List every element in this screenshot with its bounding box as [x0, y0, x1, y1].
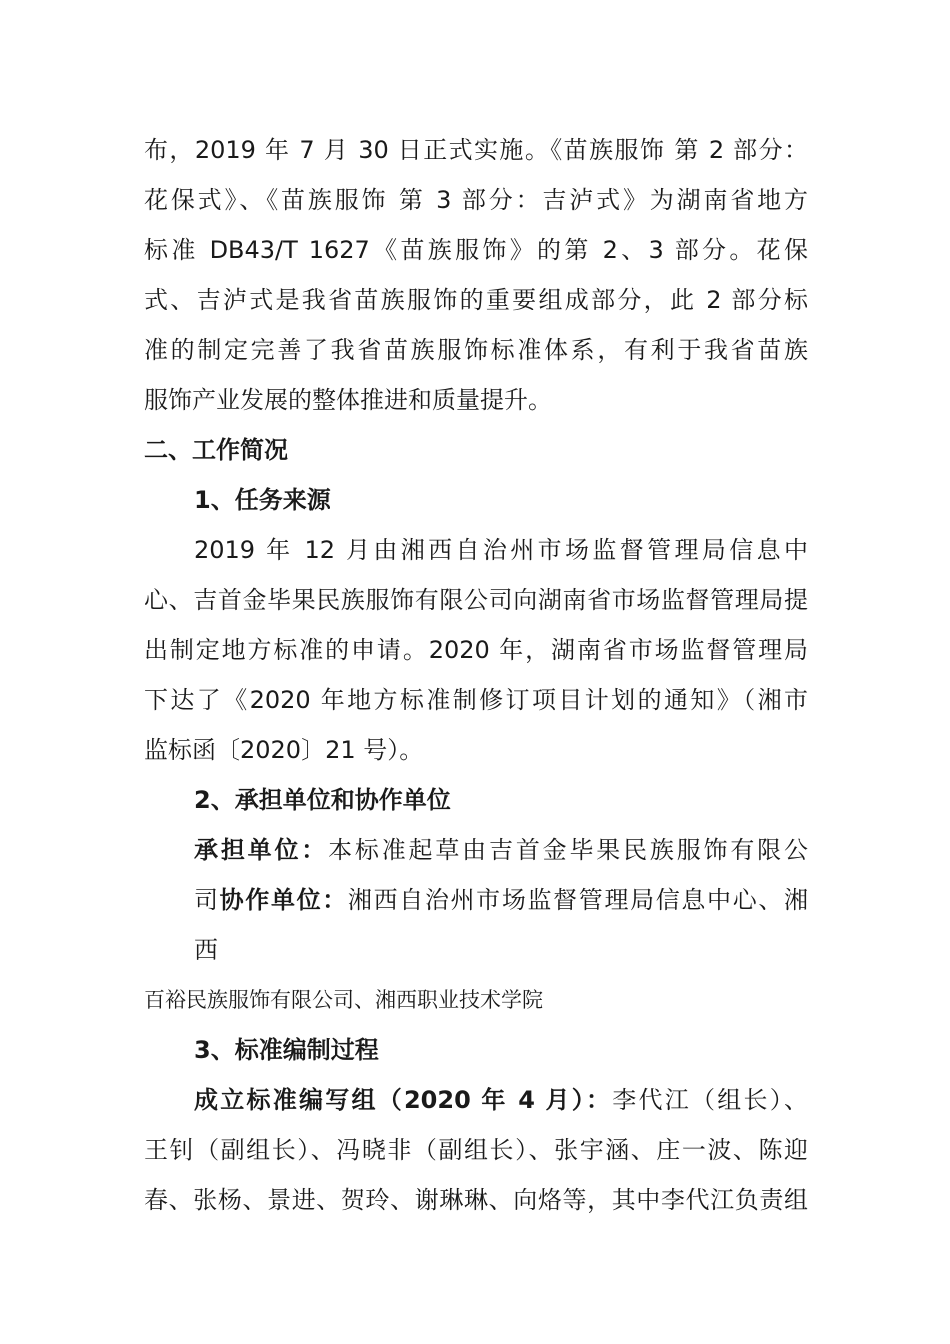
paragraph-line: 布，2019 年 7 月 30 日正式实施。《苗族服饰 第 2 部分： — [144, 136, 808, 164]
paragraph-line: 百裕民族服饰有限公司、湘西职业技术学院 — [144, 988, 543, 1012]
paragraph-line: 下达了《2020 年地方标准制修订项目计划的通知》（湘市 — [144, 686, 808, 714]
line-text: 李代江（组长）、 — [612, 1086, 809, 1114]
paragraph-line: 监标函〔2020〕21 号）。 — [144, 736, 424, 764]
bold-label: 协作单位： — [219, 886, 348, 914]
paragraph-line: 西 — [194, 936, 218, 964]
paragraph-line: 王钊（副组长）、冯晓非（副组长）、张宇涵、庄一波、陈迎 — [144, 1136, 808, 1164]
paragraph-line: 式、吉泸式是我省苗族服饰的重要组成部分，此 2 部分标 — [144, 286, 808, 314]
bold-label: 成立标准编写组（2020 年 4 月）： — [194, 1086, 613, 1114]
paragraph-line: 出制定地方标准的申请。2020 年，湖南省市场监督管理局 — [144, 636, 808, 664]
section-heading: 二、工作简况 — [144, 436, 288, 464]
line-prefix: 司 — [194, 886, 220, 914]
paragraph-line: 心、吉首金毕果民族服饰有限公司向湖南省市场监督管理局提 — [144, 586, 808, 614]
subsection-heading: 2、承担单位和协作单位 — [194, 786, 451, 814]
subsection-heading: 3、标准编制过程 — [194, 1036, 379, 1064]
line-text: 湘西自治州市场监督管理局信息中心、湘 — [347, 886, 809, 914]
paragraph-line: 花保式》、《苗族服饰 第 3 部分：吉泸式》为湖南省地方 — [144, 186, 808, 214]
paragraph-line: 春、张杨、景进、贺玲、谢琳琳、向烙等，其中李代江负责组 — [144, 1186, 808, 1214]
paragraph-line — [194, 1084, 808, 1116]
paragraph-line — [194, 884, 808, 916]
line-text: 本标准起草由吉首金毕果民族服饰有限公 — [328, 836, 809, 864]
bold-label: 承担单位： — [194, 836, 329, 864]
subsection-heading: 1、任务来源 — [194, 486, 331, 514]
paragraph-line: 标准 DB43/T 1627《苗族服饰》的第 2、3 部分。花保 — [144, 236, 808, 264]
paragraph-line: 2019 年 12 月由湘西自治州市场监督管理局信息中 — [194, 536, 808, 564]
paragraph-line: 准的制定完善了我省苗族服饰标准体系，有利于我省苗族 — [144, 336, 808, 364]
paragraph-line — [194, 834, 808, 866]
paragraph-line: 服饰产业发展的整体推进和质量提升。 — [144, 386, 552, 414]
